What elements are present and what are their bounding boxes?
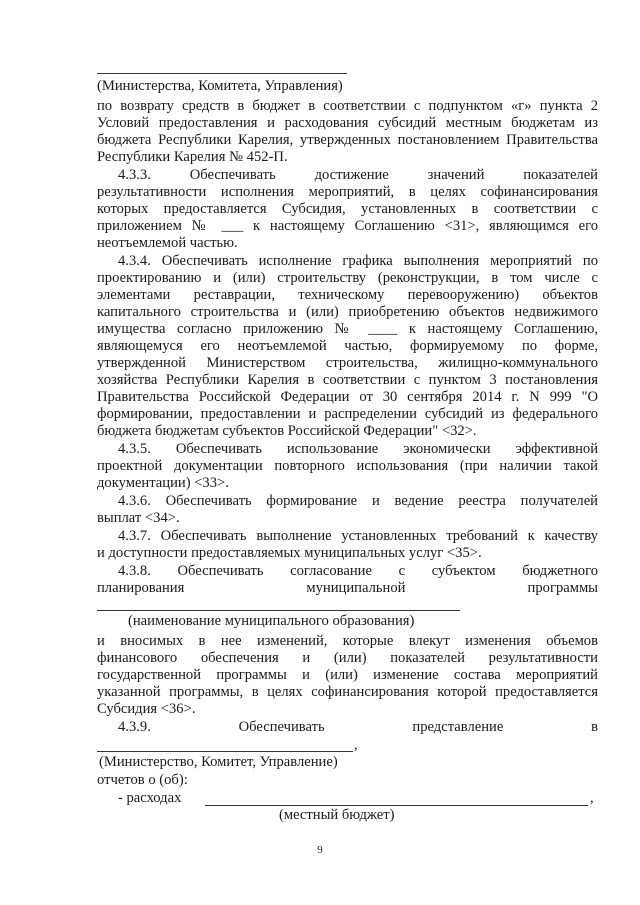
paragraph-4-3-7: 4.3.7. Обеспечивать выполнение установленных требований к качеству bbox=[118, 528, 598, 544]
text-line: результативности исполнения мероприятий, в целях софинансирования bbox=[97, 184, 598, 200]
paragraph-4-3-9: 4.3.9. Обеспечивать представление в bbox=[118, 719, 598, 735]
text-line: капитального строительства и (или) приобретению объектов недвижимого bbox=[97, 304, 598, 320]
text-line: отчетов о (об): bbox=[97, 772, 188, 788]
caption-ministry: (Министерства, Комитета, Управления) bbox=[97, 78, 343, 94]
text-line: приложением № ___ к настоящему Соглашению <31>, являющимся его bbox=[97, 218, 598, 234]
text-line: формировании, предоставлении и распределении субсидий из федерального bbox=[97, 406, 598, 422]
caption-ministry-bottom: (Министерство, Комитет, Управление) bbox=[99, 754, 338, 770]
blank-line-budget bbox=[205, 805, 588, 806]
text-line: по возврату средств в бюджет в соответствии с подпунктом «г» пункта 2 bbox=[97, 98, 598, 114]
caption-municipality: (наименование муниципального образования) bbox=[128, 613, 415, 629]
text-line: планирования муниципальной программы bbox=[97, 580, 598, 596]
blank-line-municipality bbox=[97, 610, 460, 611]
caption-local-budget: (местный бюджет) bbox=[279, 807, 395, 823]
text-line: проектной документации повторного использования (при наличии такой bbox=[97, 458, 598, 474]
text-line: Условий предоставления и расходования субсидий местным бюджетам из bbox=[97, 115, 598, 131]
text-line: бюджета бюджетам субъектов Российской Федерации" <32>. bbox=[97, 423, 477, 439]
blank-line-ministry-bottom bbox=[97, 751, 353, 752]
list-item-expenses: - расходах bbox=[118, 790, 182, 806]
text-line: неотъемлемой частью. bbox=[97, 235, 238, 251]
text-line: Республики Карелия № 452-П. bbox=[97, 149, 288, 165]
text-line: являющемуся его неотъемлемой частью, формируемому по форме, bbox=[97, 338, 598, 354]
text-line: утвержденной Министерством строительства, жилищно-коммунального bbox=[97, 355, 598, 371]
text-line: государственной программы и (или) изменение состава мероприятий bbox=[97, 667, 598, 683]
comma: , bbox=[354, 737, 358, 753]
paragraph-4-3-8: 4.3.8. Обеспечивать согласование с субъектом бюджетного bbox=[118, 563, 598, 579]
text-line: Субсидия <36>. bbox=[97, 701, 196, 717]
comma: , bbox=[590, 790, 594, 806]
paragraph-4-3-4: 4.3.4. Обеспечивать исполнение графика выполнения мероприятий по bbox=[118, 253, 598, 269]
text-line: проектированию и (или) строительству (реконструкции, в том числе с bbox=[97, 270, 598, 286]
paragraph-4-3-6: 4.3.6. Обеспечивать формирование и ведение реестра получателей bbox=[118, 493, 598, 509]
text-line: Правительства Российской Федерации от 30 сентября 2014 г. N 999 "О bbox=[97, 389, 598, 405]
paragraph-4-3-3: 4.3.3. Обеспечивать достижение значений показателей bbox=[118, 167, 598, 183]
page-number: 9 bbox=[317, 844, 323, 856]
text-line: документации) <33>. bbox=[97, 475, 229, 491]
blank-line-ministry-top bbox=[97, 73, 347, 74]
text-line: имущества согласно приложению № ____ к настоящему Соглашению, bbox=[97, 321, 598, 337]
text-line: и вносимых в нее изменений, которые влекут изменения объемов bbox=[97, 633, 598, 649]
text-line: которых предоставляется Субсидия, установленных в соответствии с bbox=[97, 201, 598, 217]
text-line: бюджета Республики Карелия, утвержденных постановлением Правительства bbox=[97, 132, 598, 148]
paragraph-4-3-5: 4.3.5. Обеспечивать использование экономически эффективной bbox=[118, 441, 598, 457]
text-line: и доступности предоставляемых муниципальных услуг <35>. bbox=[97, 545, 482, 561]
text-line: указанной программы, в целях софинансирования которой предоставляется bbox=[97, 684, 598, 700]
text-line: элементами реставрации, техническому перевооружению) объектов bbox=[97, 287, 598, 303]
text-line: финансового обеспечения и (или) показателей результативности bbox=[97, 650, 598, 666]
text-line: выплат <34>. bbox=[97, 510, 180, 526]
text-line: хозяйства Республики Карелия в соответствии с пунктом 3 постановления bbox=[97, 372, 598, 388]
